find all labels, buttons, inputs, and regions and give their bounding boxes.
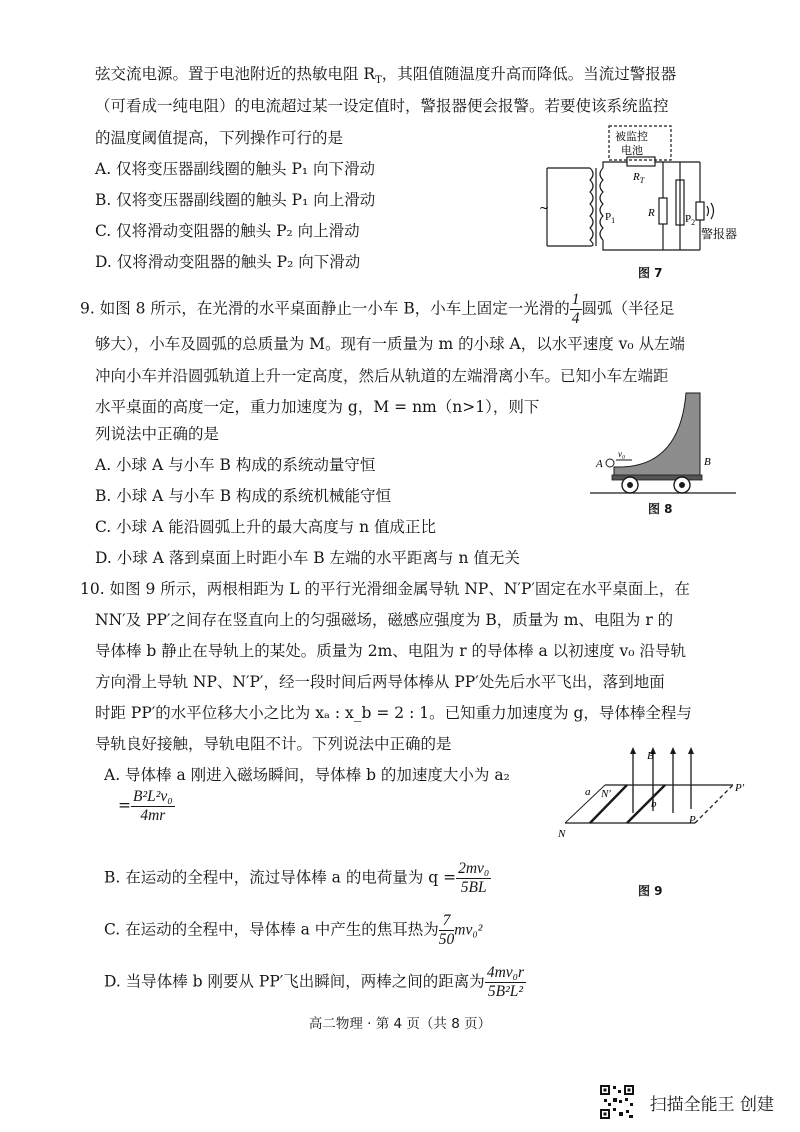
intro-line-2: （可看成一纯电阻）的电流超过某一设定值时，警报器便会报警。若要使该系统监控 [95,97,669,115]
q9-line-3: 冲向小车并沿圆弧轨道上升一定高度，然后从轨道的左端滑离小车。已知小车左端距 [95,367,669,385]
q10-line-6: 导轨良好接触，导轨电阻不计。下列说法中正确的是 [95,735,452,753]
fig9-n-label: N [558,828,566,840]
q10-line-5: 时距 PP′的水平位移大小之比为 xₐ : x_b = 2 : 1。已知重力加速度为 g，导体棒全程与 [95,704,692,722]
fig7-rt-label: $R_T$ [633,171,645,185]
fig7-ac-symbol: ~ [539,201,550,215]
q10-option-d: D. 当导体棒 b 刚要从 PP′飞出瞬间，两棒之间的距离为 $\frac{\text{4mv₀r}}{\text{5B²L²}}$ [104,964,525,1000]
q10-line-1: 10. 如图 9 所示，两根相距为 L 的平行光滑细金属导轨 NP、N′P′固定在水平桌面上，在 [80,580,690,598]
figure-7-caption: 图 7 [638,266,663,280]
fig8-a-label: A [596,458,603,470]
fig7-battery-label: 被监控 [615,130,648,143]
fig9-np-label: N′ [601,788,611,800]
figure-9-rails [555,745,770,845]
scanner-watermark: 扫描全能王 创建 [649,1095,774,1115]
intro-line-1: 弦交流电源。置于电池附近的热敏电阻 $R_T$，其阻值随温度升高而降低。当流过警报器 [95,65,677,87]
fig9-b-field-label: B [647,750,654,762]
fig9-p-label: P [689,814,696,826]
q8-option-b: B. 仅将变压器副线圈的触头 P₁ 向上滑动 [95,191,376,209]
fig8-v-label: v₀ [618,449,626,459]
q10-option-b: B. 在运动的全程中，流过导体棒 a 的电荷量为 q = $\frac{\text{2mv₀}}{5BL}$ [104,860,490,896]
q8-option-d: D. 仅将滑动变阻器的触头 P₂ 向下滑动 [95,253,361,271]
qr-code-icon [599,1084,635,1120]
q10-option-c: C. 在运动的全程中，导体棒 a 中产生的焦耳热为 $\frac{7}{50}$ mv₀² [104,912,483,948]
figure-8-cart [590,385,740,497]
page-footer: 高二物理 · 第 4 页（共 8 页） [308,1016,492,1032]
q10-line-3: 导体棒 b 静止在导轨上的某处。质量为 2m、电阻为 r 的导体棒 a 以初速度 v₀ 沿导轨 [95,642,686,660]
q10-line-2: NN′及 PP′之间存在竖直向上的匀强磁场，磁感应强度为 B，质量为 m、电阻为 r 的 [95,611,674,629]
fig7-alarm-label: 警报器 [701,227,738,241]
q9-option-b: B. 小球 A 与小车 B 构成的系统机械能守恒 [95,487,392,505]
q9-line-4: 水平桌面的高度一定，重力加速度为 g，M = nm（n>1），则下 [95,398,540,416]
fig8-b-label: B [704,456,711,468]
fig7-p1-label: $P_1$ [605,211,616,225]
figure-9-caption: 图 9 [638,884,663,898]
q8-option-c: C. 仅将滑动变阻器的触头 P₂ 向上滑动 [95,222,360,240]
q8-option-a: A. 仅将变压器副线圈的触头 P₁ 向下滑动 [95,160,376,178]
fig9-b-rod-label: b [651,798,657,810]
fig9-pp-label: P′ [735,782,745,794]
q9-line-1: 9. 如图 8 所示，在光滑的水平桌面静止一小车 B，小车上固定一光滑的 $\frac{1}{4}$ 圆弧（半径足 [80,291,675,327]
q10-option-a: A. 导体棒 a 刚进入磁场瞬间，导体棒 b 的加速度大小为 a₂ [104,766,510,784]
q9-option-d: D. 小球 A 落到桌面上时距小车 B 左端的水平距离与 n 值无关 [95,549,520,567]
q10-option-a-formula: = $\frac{\text{B²L²v₀}}{4mr}$ [118,788,173,824]
q10-line-4: 方向滑上导轨 NP、N′P′，经一段时间后两导体棒从 PP′处先后水平飞出，落到地面 [95,673,665,691]
figure-7-circuit [535,120,765,280]
fig7-r-label: R [648,207,655,219]
fig7-battery-label-2: 电池 [621,144,643,157]
fig9-a-label: a [585,786,591,798]
q9-line-2: 够大），小车及圆弧的总质量为 M。现有一质量为 m 的小球 A，以水平速度 v₀ 从左端 [95,335,686,353]
figure-8-caption: 图 8 [648,502,673,516]
intro-line-3: 的温度阈值提高，下列操作可行的是 [95,129,344,147]
q9-option-c: C. 小球 A 能沿圆弧上升的最大高度与 n 值成正比 [95,518,437,536]
fig7-p2-label: $P_2$ [685,213,696,227]
q9-fraction: $\frac{1}{4}$ [571,291,580,327]
q9-option-a: A. 小球 A 与小车 B 构成的系统动量守恒 [95,456,376,474]
q9-line-5: 列说法中正确的是 [95,425,220,443]
